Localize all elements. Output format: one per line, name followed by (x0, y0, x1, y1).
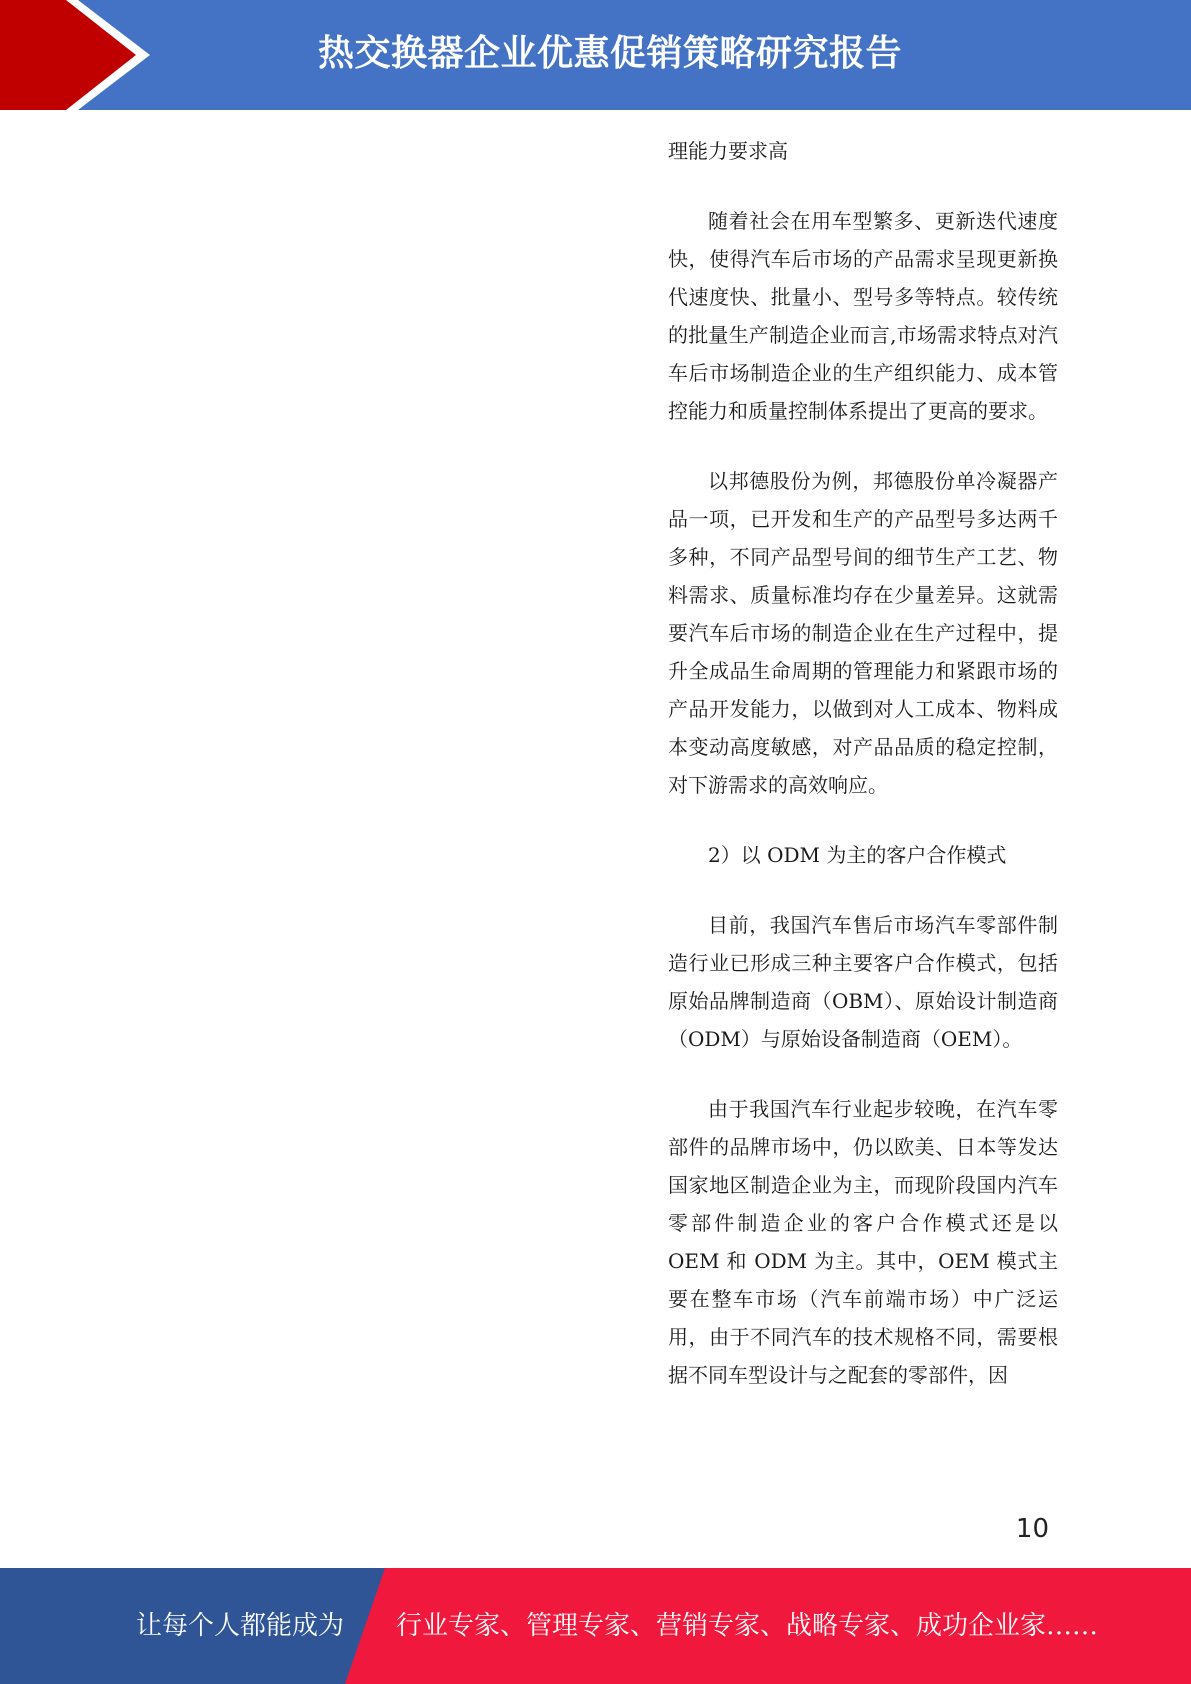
header-arrow-decoration (0, 0, 160, 110)
footer-slogan-left: 让每个人都能成为 (135, 1611, 344, 1641)
paragraph-continuation: 理能力要求高 (668, 139, 788, 163)
footer-slogan-right: 行业专家、管理专家、营销专家、战略专家、成功企业家…… (396, 1611, 1099, 1641)
body-text (668, 132, 1058, 1426)
page-footer (0, 1568, 1191, 1684)
paragraph: 以邦德股份为例，邦德股份单冷凝器产品一项，已开发和生产的产品型号多达两千多种，不同产品型号间的细节生产工艺、物料需求、质量标准均存在少量差异。这就需要汽车后市场的制造企业在生产过程中，提升全成品生命周期的管理能力和紧跟市场的产品开发能力，以做到对人工成本、物料成本变动高度敏感，对产品品质的稳定控制，对下游需求的高效响应。 (668, 469, 1058, 797)
page-header (0, 0, 1191, 110)
page-number: 10 (1015, 1514, 1049, 1544)
section-heading: 2）以 ODM 为主的客户合作模式 (708, 843, 1007, 867)
report-title: 热交换器企业优惠促销策略研究报告 (317, 33, 902, 74)
paragraph: 随着社会在用车型繁多、更新迭代速度快，使得汽车后市场的产品需求呈现更新换代速度快、批量小、型号多等特点。较传统的批量生产制造企业而言,市场需求特点对汽车后市场制造企业的生产组织能力、成本管控能力和质量控制体系提出了更高的要求。 (668, 209, 1058, 423)
paragraph: 目前，我国汽车售后市场汽车零部件制造行业已形成三种主要客户合作模式，包括原始品牌制造商（OBM）、原始设计制造商（ODM）与原始设备制造商（OEM）。 (668, 913, 1058, 1051)
paragraph: 由于我国汽车行业起步较晚，在汽车零部件的品牌市场中，仍以欧美、日本等发达国家地区制造企业为主，而现阶段国内汽车零部件制造企业的客户合作模式还是以 OEM 和 ODM 为主。其中，OEM 模式主要在整车市场（汽车前端市场）中广泛运用，由于不同汽车的技术规格不同，需要根据不同车型设计与之配套的零部件，因 (668, 1097, 1058, 1387)
